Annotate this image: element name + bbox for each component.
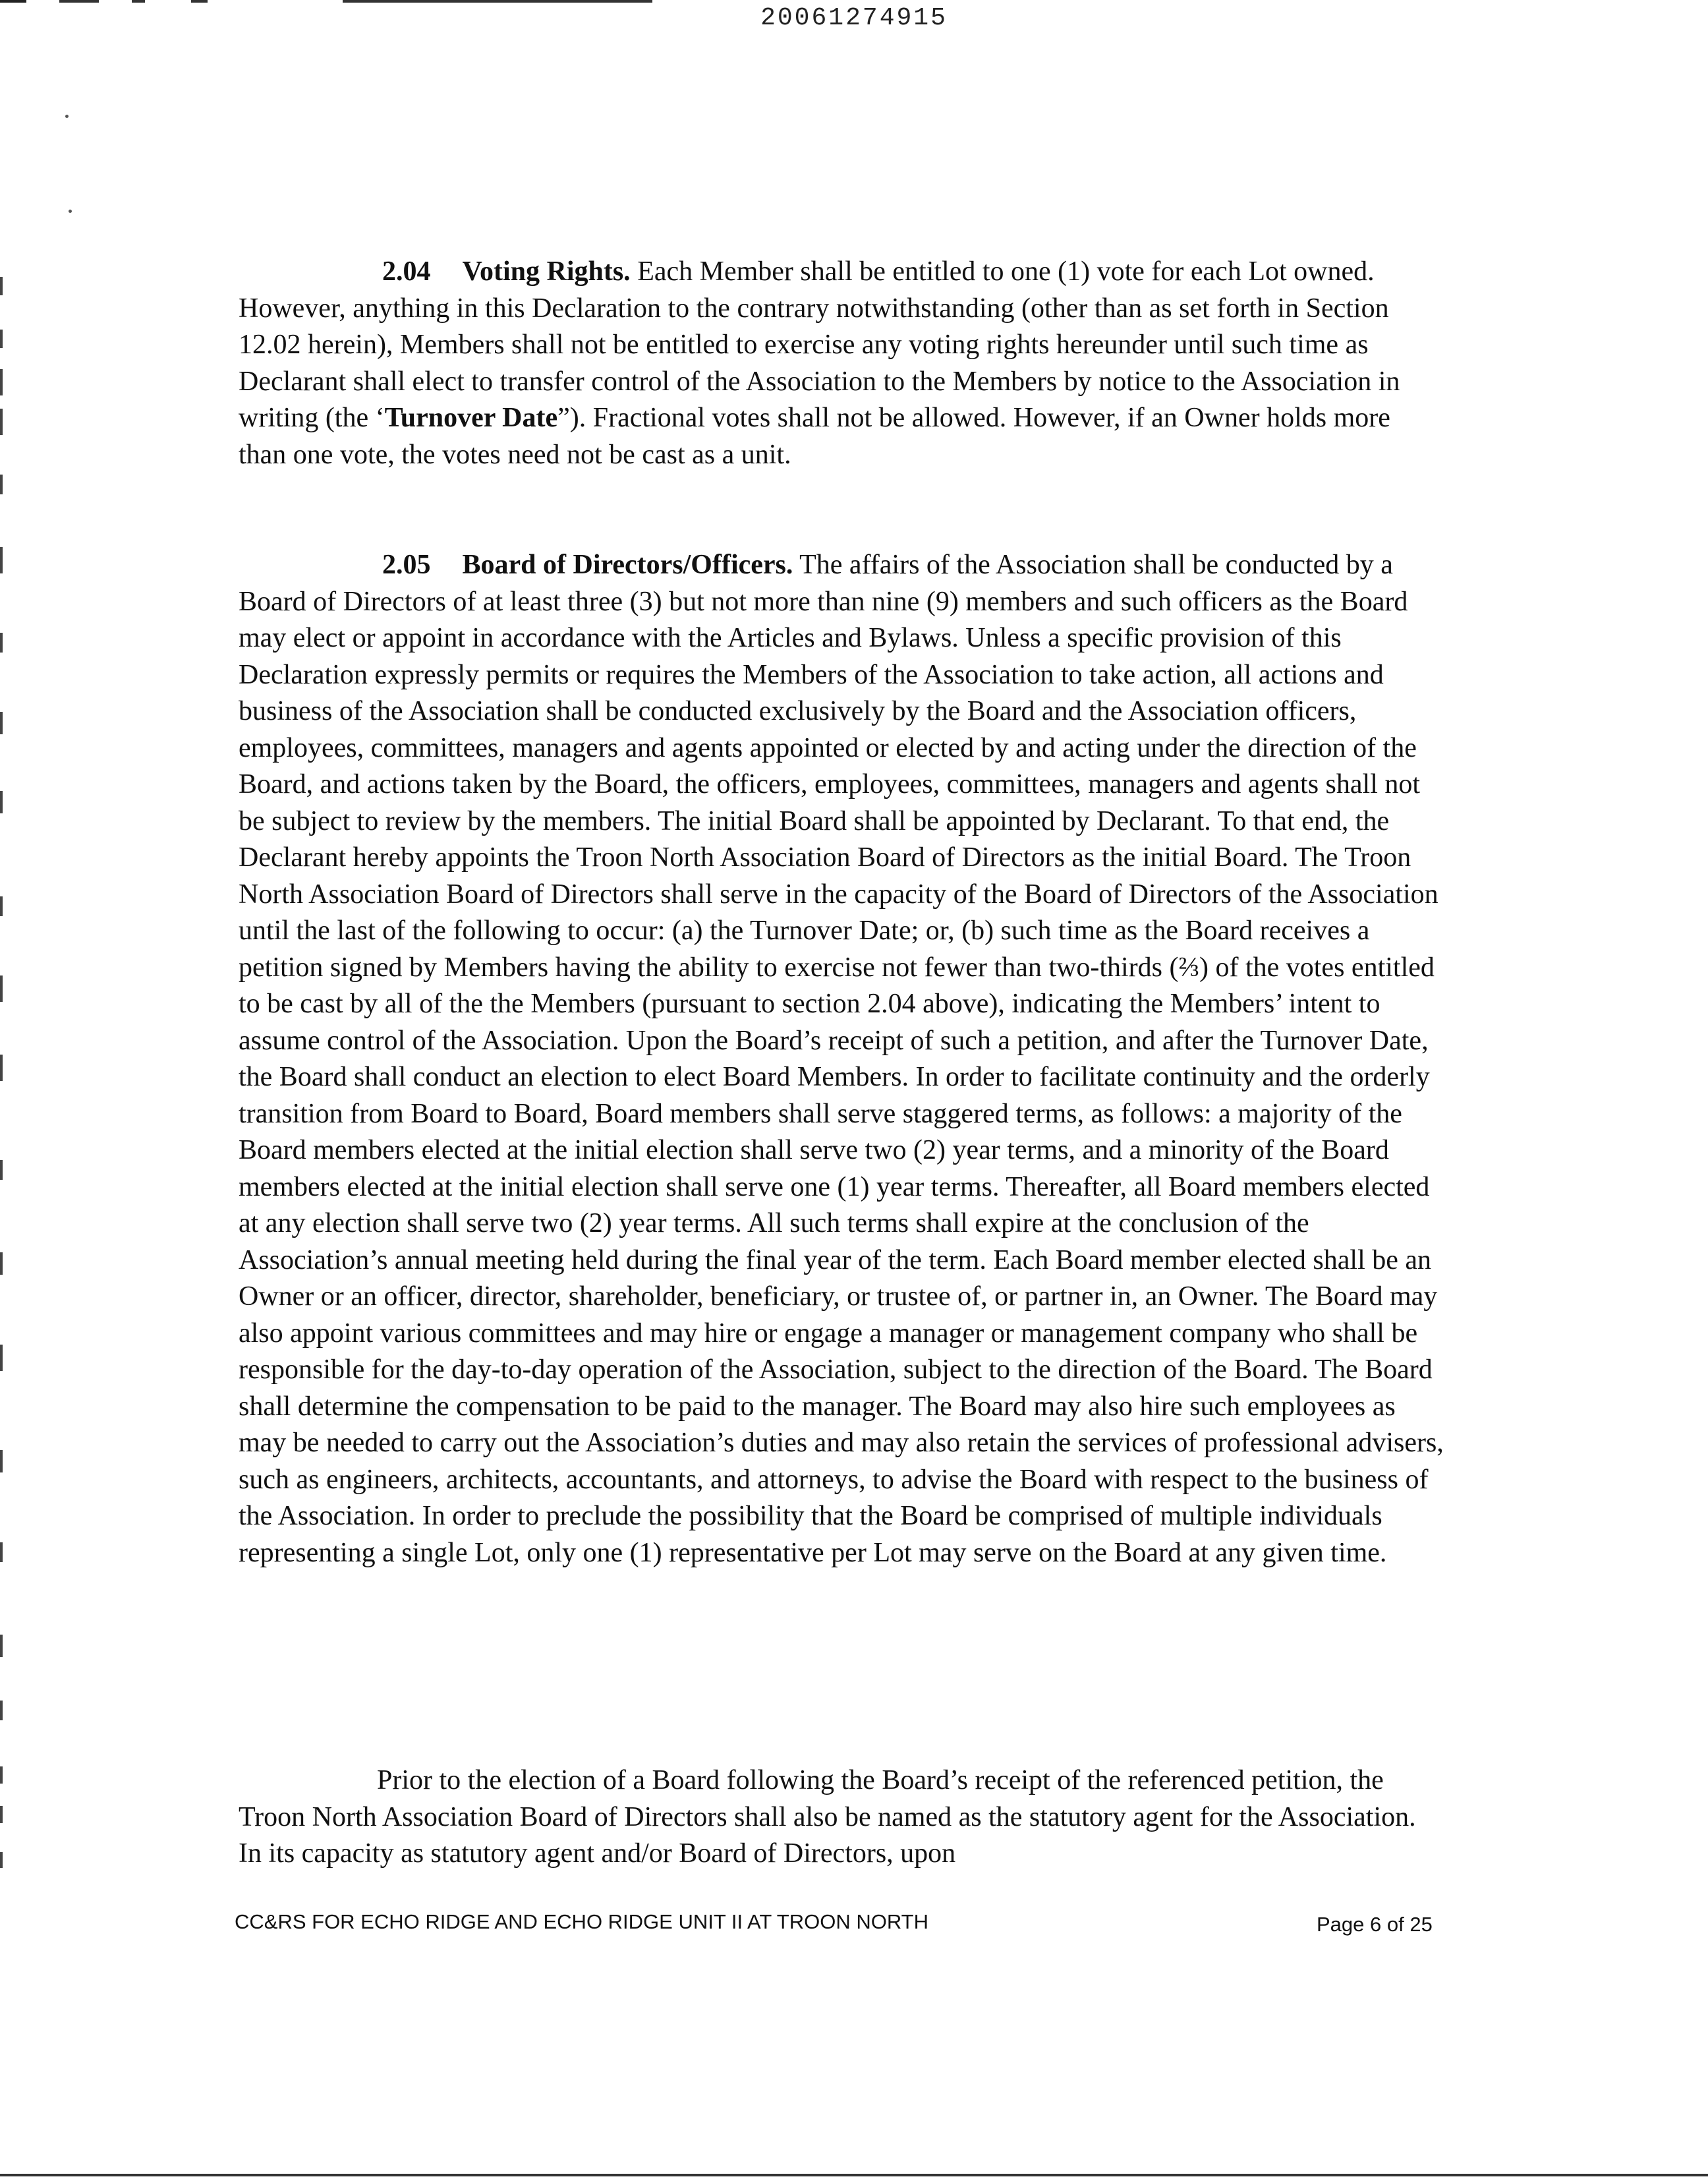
footer-document-title: CC&RS FOR ECHO RIDGE AND ECHO RIDGE UNIT II AT TROON NORTH (235, 1910, 928, 1933)
footer-page-label: Page 6 of 25 (1317, 1913, 1433, 1936)
margin-tick (0, 330, 3, 348)
section-2-04 (239, 254, 1444, 473)
margin-tick (0, 475, 3, 494)
margin-tick (0, 1806, 3, 1823)
margin-tick (0, 1055, 3, 1081)
scan-bottom-line (0, 2174, 1708, 2176)
margin-tick (0, 791, 3, 813)
margin-tick (0, 712, 3, 734)
margin-tick (0, 1450, 3, 1472)
document-number: 20061274915 (760, 4, 948, 32)
scan-top-line (0, 0, 26, 3)
margin-tick (0, 896, 3, 916)
section-text: ”). Fractional votes shall not be allowed. However, if an Owner holds more than one vote, the votes need not be cast as a unit. (239, 403, 1390, 470)
paragraph-statutory-agent (239, 1762, 1444, 1873)
paragraph-text-block (239, 1762, 1444, 1873)
section-title: Voting Rights. (462, 256, 631, 287)
margin-tick (0, 369, 3, 395)
margin-tick (0, 1766, 3, 1784)
scan-top-dash (132, 0, 145, 3)
paragraph-text: Prior to the election of a Board following the Board’s receipt of the referenced petition, the Troon North Association Board of Directors shall also be named as the statutory agent for the Association. In its capacity as statutory agent and/or Board of Directors, upon (239, 1765, 1416, 1869)
margin-tick (0, 1160, 3, 1180)
section-title: Board of Directors/Officers. (462, 550, 793, 580)
scan-top-dash (343, 0, 652, 3)
margin-tick (0, 1542, 3, 1562)
margin-tick (0, 547, 3, 573)
margin-tick (0, 409, 3, 435)
stray-dot (65, 115, 69, 118)
margin-tick (0, 633, 3, 653)
section-number: 2.04 (382, 256, 431, 287)
margin-tick (0, 1252, 3, 1275)
margin-tick (0, 975, 3, 1002)
section-number: 2.05 (382, 550, 431, 580)
section-text: The affairs of the Association shall be conducted by a Board of Directors of at least three (3) but not more than nine (9) members and such officers as the Board may elect or appoint in accordance with the Articles and Bylaws. Unless a specific provision of this Declaration expressly permits or requires the Members of the Association to take action, all actions and business of the Association shall be conducted exclusively by the Board and the Association officers, employees, committees, managers and agents appointed or elected by and acting under the direction of the Board, and actions taken by the Board, the officers, employees, committees, managers and agents shall not be subject to review by the members. The initial Board shall be appointed by Declarant. To that end, the Declarant hereby appoints the Troon North Association Board of Directors as the initial Board. The Troon North Association Board of Directors shall serve in the capacity of the Board of Directors of the Association until the last of the following to occur: (a) the Turnover Date; or, (b) such time as the Board receives a petition signed by Members having the ability to exercise not fewer than two-thirds (⅔) of the votes entitled to be cast by all of the the Members (pursuant to section 2.04 above), indicating the Members’ intent to assume control of the Association. Upon the Board’s receipt of such a petition, and after the Turnover Date, the Board shall conduct an election to elect Board Members. In order to facilitate continuity and the orderly transition from Board to Board, Board members shall serve staggered terms, as follows: a majority of the Board members elected at the initial election shall serve two (2) year terms, and a minority of the Board members elected at the initial election shall serve one (1) year terms. Thereafter, all Board members elected at any election shall serve two (2) year terms. All such terms shall expire at the conclusion of the Association’s annual meeting held during the final year of the term. Each Board member elected shall be an Owner or an officer, director, shareholder, beneficiary, or trustee of, or partner in, an Owner. The Board may also appoint various committees and may hire or engage a manager or management company who shall be responsible for the day-to-day operation of the Association, subject to the direction of the Board. The Board shall determine the compensation to be paid to the manager. The Board may also hire such employees as may be needed to carry out the Association’s duties and may also retain the services of professional advisers, such as engineers, architects, accountants, and attorneys, to advise the Board with respect to the business of the Association. In order to preclude the possibility that the Board be comprised of multiple individuals representing a single Lot, only one (1) representative per Lot may serve on the Board at any given time. (239, 550, 1444, 1568)
defined-term: Turnover Date (384, 403, 558, 433)
stray-dot (69, 210, 72, 213)
margin-tick (0, 277, 3, 295)
scan-top-dash (191, 0, 208, 3)
section-2-05 (239, 547, 1444, 1571)
margin-tick (0, 1635, 3, 1657)
section-2-04-paragraph (239, 254, 1444, 473)
section-2-05-paragraph (239, 547, 1444, 1571)
margin-tick (0, 1852, 3, 1868)
section-text: Each Member shall be entitled to one (1) vote for each Lot owned. However, anything in this Declaration to the contrary notwithstanding (other than as set forth in Section 12.02 herein), Members shall not be entitled to exercise any voting rights hereunder until such time as Declarant shall elect to transfer control of the Association to the Members by notice to the Association in writing (the ‘ (239, 256, 1400, 433)
margin-tick (0, 1345, 3, 1371)
margin-tick (0, 1701, 3, 1720)
scan-top-dash (59, 0, 99, 3)
